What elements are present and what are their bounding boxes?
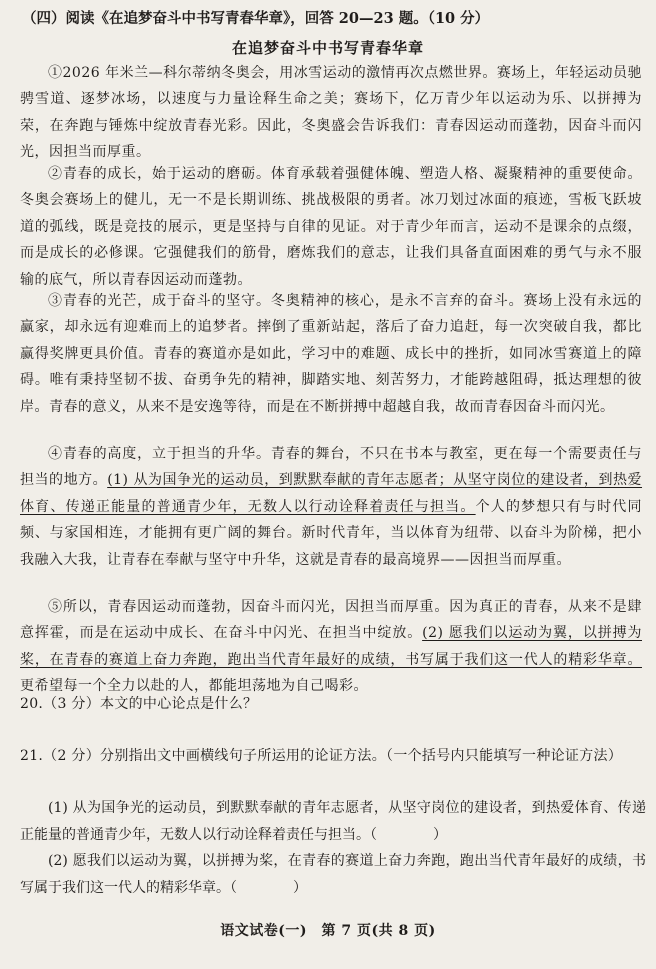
paragraph-2: ②青春的成长，始于运动的磨砺。体育承载着强健体魄、塑造人格、凝聚精神的重要使命。冬奥会赛场上的健儿，无一不是长期训练、挑战极限的勇者。冰刀划过冰面的痕迹，雪板飞跃坡道的弧线，既是竞技的展示，更是坚持与自律的见证。对于青少年而言，运动不是课余的点缀，而是成长的必修课。它强健我们的筋骨，磨炼我们的意志，让我们具备直面困难的勇气与永不服输的底气，所以青春因运动而蓬勃。 [20, 166, 642, 288]
question-21-item-2: (2) 愿我们以运动为翼，以拼搏为桨，在青春的赛道上奋力奔跑，跑出当代青年最好的成绩，书写属于我们这一代人的精彩华章。（ ） [20, 853, 646, 896]
underlined-sentence-1: (1) 从为国争光的运动员，到默默奉献的青年志愿者；从坚守岗位的建设者，到热爱体育、传递正能量的普通青少年，无数人以行动诠释着责任与担当。 [20, 472, 643, 515]
paragraph-4-lead: ④青春的高度，立于担当的升华。青春的舞台，不只在书本与教室，更在每一个需要责任与担当的地方。 [20, 446, 642, 489]
question-21-item-1: (1) 从为国争光的运动员，到默默奉献的青年志愿者，从坚守岗位的建设者，到热爱体育、传递正能量的普通青少年，无数人以行动诠释着责任与担当。（ ） [20, 800, 646, 843]
question-20: 20.（3 分）本文的中心论点是什么？ [20, 696, 258, 712]
paragraph-3: ③青春的光芒，成于奋斗的坚守。冬奥精神的核心，是永不言弃的奋斗。赛场上没有永远的赢家，却永远有迎难而上的追梦者。摔倒了重新站起，落后了奋力追赶，每一次突破自我，都比赢得奖牌更具价值。青春的赛道亦是如此，学习中的难题、成长中的挫折，如同冰雪赛道上的障碍。唯有秉持坚韧不拔、奋勇争先的精神，脚踏实地、刻苦努力，才能跨越阻碍，抵达理想的彼岸。青春的意义，从来不是安逸等待，而是在不断拼搏中超越自我，故而青春因奋斗而闪光。 [20, 293, 642, 415]
underlined-sentence-2: (2) 愿我们以运动为翼，以拼搏为桨，在青春的赛道上奋力奔跑，跑出当代青年最好的成绩，书写属于我们这一代人的精彩华章。 [20, 625, 642, 668]
article-title: 在追梦奋斗中书写青春华章 [231, 39, 424, 57]
paragraph-4 [20, 441, 642, 573]
paragraph-5 [20, 594, 642, 700]
paragraph-1: ①2026 年米兰—科尔蒂纳冬奥会，用冰雪运动的激情再次点燃世界。赛场上，年轻运动员驰骋雪道、逐梦冰场，以速度与力量诠释生命之美；赛场下，亿万青少年以运动为乐、以拼搏为荣，在奔跑与锤炼中绽放青春光彩。因此，冬奥盛会告诉我们：青春因运动而蓬勃，因奋斗而闪光，因担当而厚重。 [20, 65, 642, 161]
question-21: 21.（2 分）分别指出文中画横线句子所运用的论证方法。（一个括号内只能填写一种论证方法） [20, 748, 623, 764]
paragraph-4-tail: 个人的梦想只有与时代同频、与家国相连，才能拥有更广阔的舞台。新时代青年，当以体育为纽带、以奋斗为阶梯，把小我融入大我，让青春在奉献与坚守中升华，这就是青春的最高境界——因担当而厚重。 [20, 498, 642, 568]
page-footer: 语文试卷(一) 第 7 页(共 8 页) [220, 923, 436, 939]
paragraph-5-tail: 更希望每一个全力以赴的人，都能坦荡地为自己喝彩。 [20, 678, 368, 695]
section-heading: （四）阅读《在追梦奋斗中书写青春华章》，回答 20—23 题。（10 分） [22, 10, 490, 27]
paragraph-5-lead: ⑤所以，青春因运动而蓬勃，因奋斗而闪光，因担当而厚重。因为真正的青春，从来不是肆意挥霍，而是在运动中成长、在奋斗中闪光、在担当中绽放。 [20, 599, 642, 642]
